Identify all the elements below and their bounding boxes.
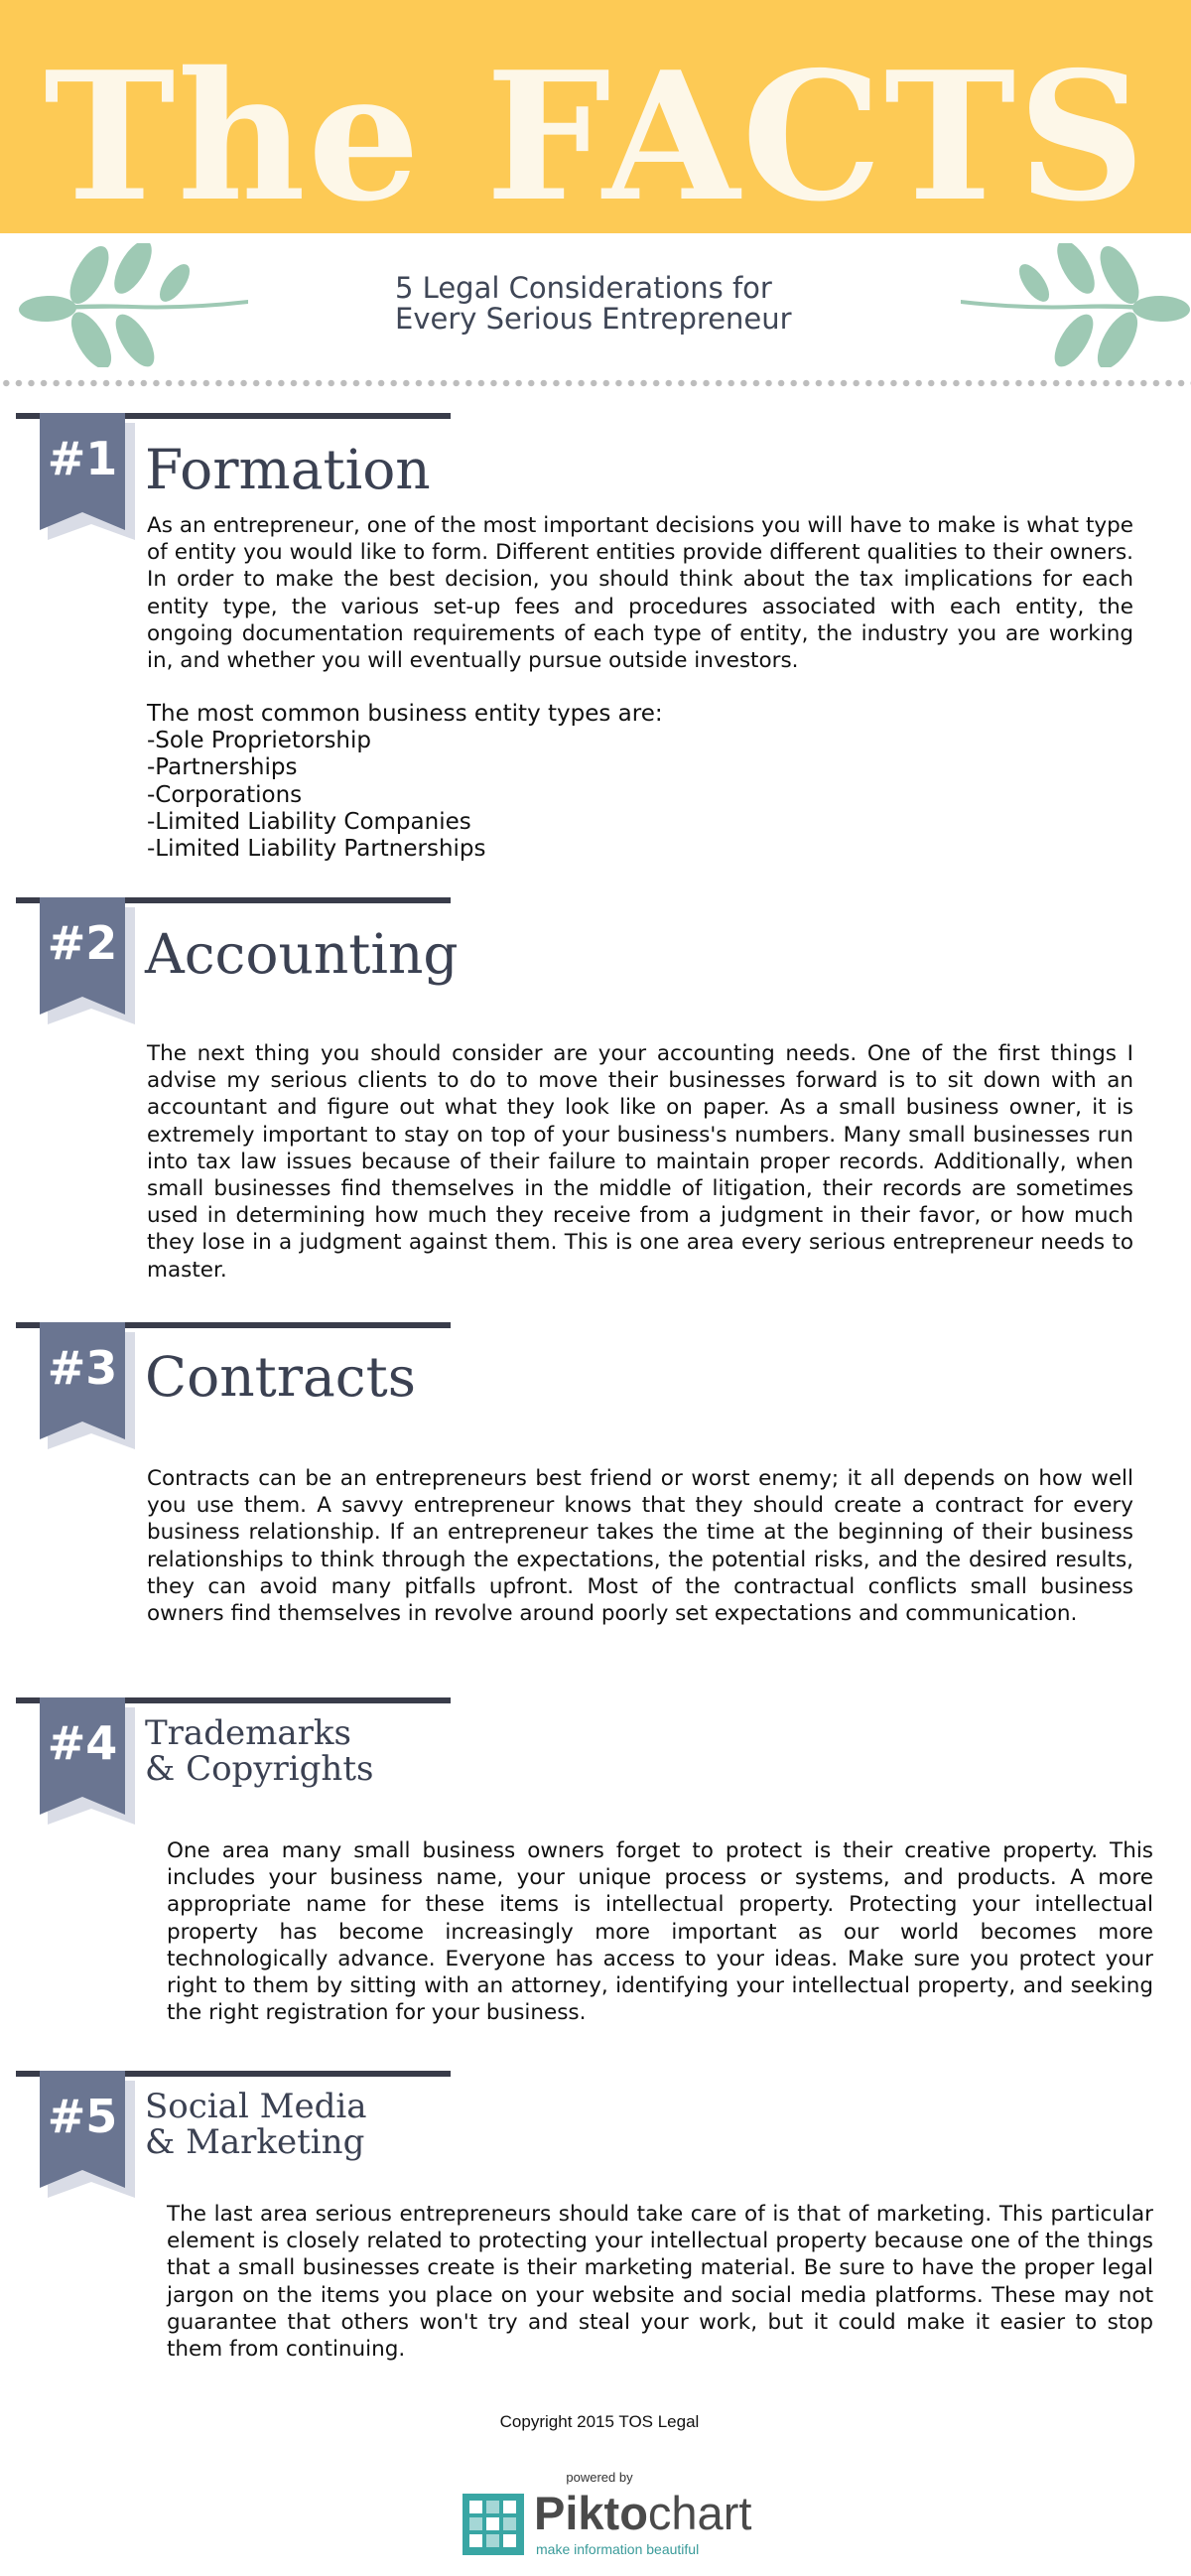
- dotted-divider: [0, 378, 1191, 388]
- list-item: -Partnerships: [147, 754, 298, 781]
- section-body: As an entrepreneur, one of the most important decisions you will have to make is what type of entity you would like to form. Different entities provide different qualities to their owners. In order to make the best decision, you should think about the tax implications for each entity type, the various set-up fees and procedures associated with each entity, the ongoing documentation requirements of each type of entity, the industry you are working in, and whether you will eventually pursue outside investors.: [147, 513, 1133, 674]
- section-title-line: & Copyrights: [145, 1749, 374, 1789]
- section-body: One area many small business owners forget to protect is their creative property. This includes your business name, your unique process or systems, and products. A more appropriate name for these items is intellectual property. Protecting your intellectual property has become increasingly more important as our world becomes more technologically advance. Everyone has access to your ideas. Make sure you protect your right to them by sitting with an attorney, identifying your intellectual property, and seeking the right registration for your business.: [167, 1838, 1153, 2026]
- section-number: #1: [47, 432, 118, 485]
- section-number: #4: [47, 1716, 118, 1770]
- page-subtitle: [395, 273, 832, 335]
- subtitle-line: Every Serious Entrepreneur: [395, 302, 792, 336]
- header-banner: [0, 0, 1191, 233]
- list-item: -Sole Proprietorship: [147, 728, 372, 753]
- piktochart-wordmark[interactable]: [534, 2486, 751, 2541]
- section-title: [145, 1715, 373, 1787]
- powered-by-text: powered by: [566, 2470, 633, 2485]
- section-body: Contracts can be an entrepreneurs best friend or worst enemy; it all depends on how well you use them. A savvy entrepreneur knows that they should create a contract for every business relationship. If an entrepreneur takes the time at the beginning of their business relationships to think through the expectations, the potential risks, and the desired results, they can avoid many pitfalls upfront. Most of the contractual conflicts small business owners find themselves in revolve around poorly set expectations and communication.: [147, 1466, 1133, 1627]
- copyright-text: Copyright 2015 TOS Legal: [499, 2412, 700, 2431]
- section-title: Formation: [145, 438, 431, 501]
- brand-part: Pikto: [534, 2487, 648, 2539]
- section-title: [145, 2089, 366, 2160]
- section-title-line: Trademarks: [145, 1713, 351, 1753]
- olive-branch-icon: [18, 243, 256, 367]
- list-item: -Limited Liability Partnerships: [147, 836, 486, 863]
- section-title-line: & Marketing: [145, 2122, 365, 2162]
- section-number: #3: [47, 1341, 118, 1395]
- piktochart-tagline: make information beautiful: [536, 2541, 700, 2557]
- entity-type-list: [147, 728, 486, 863]
- section-title-line: Social Media: [145, 2087, 367, 2126]
- piktochart-logo-icon[interactable]: [463, 2494, 524, 2555]
- entity-list-intro: The most common business entity types are:: [147, 701, 663, 727]
- section-title: Contracts: [145, 1345, 416, 1409]
- page-title: The FACTS: [44, 33, 1147, 233]
- brand-part: chart: [647, 2487, 752, 2539]
- section-number: #2: [47, 916, 118, 970]
- list-item: -Corporations: [147, 781, 303, 808]
- section-title: Accounting: [145, 922, 459, 986]
- subtitle-line: 5 Legal Considerations for: [395, 271, 772, 305]
- section-number: #5: [47, 2090, 118, 2143]
- section-body: The next thing you should consider are your accounting needs. One of the first things I advise my serious clients to do to move their businesses forward is to sit down with an accountant and figure out what they look like on paper. As a small business owner, it is extremely important to stay on top of your business's numbers. Many small businesses run into tax law issues because of their failure to maintain proper records. Additionally, when small businesses find themselves in the middle of litigation, their records are sometimes used in determining how much they receive from a judgment in their favor, or how much they lose in a judgment against them. This is one area every serious entrepreneur needs to master.: [147, 1041, 1133, 1283]
- section-body: The last area serious entrepreneurs should take care of is that of marketing. This particular element is closely related to protecting your intellectual property because one of the things that a small businesses create is their marketing material. Be sure to have the proper legal jargon on the items you place on your website and social media platforms. These may not guarantee that others won't try and steal your work, but it could make it easier to stop them from continuing.: [167, 2202, 1153, 2363]
- list-item: -Limited Liability Companies: [147, 808, 471, 835]
- olive-branch-icon: [953, 243, 1191, 367]
